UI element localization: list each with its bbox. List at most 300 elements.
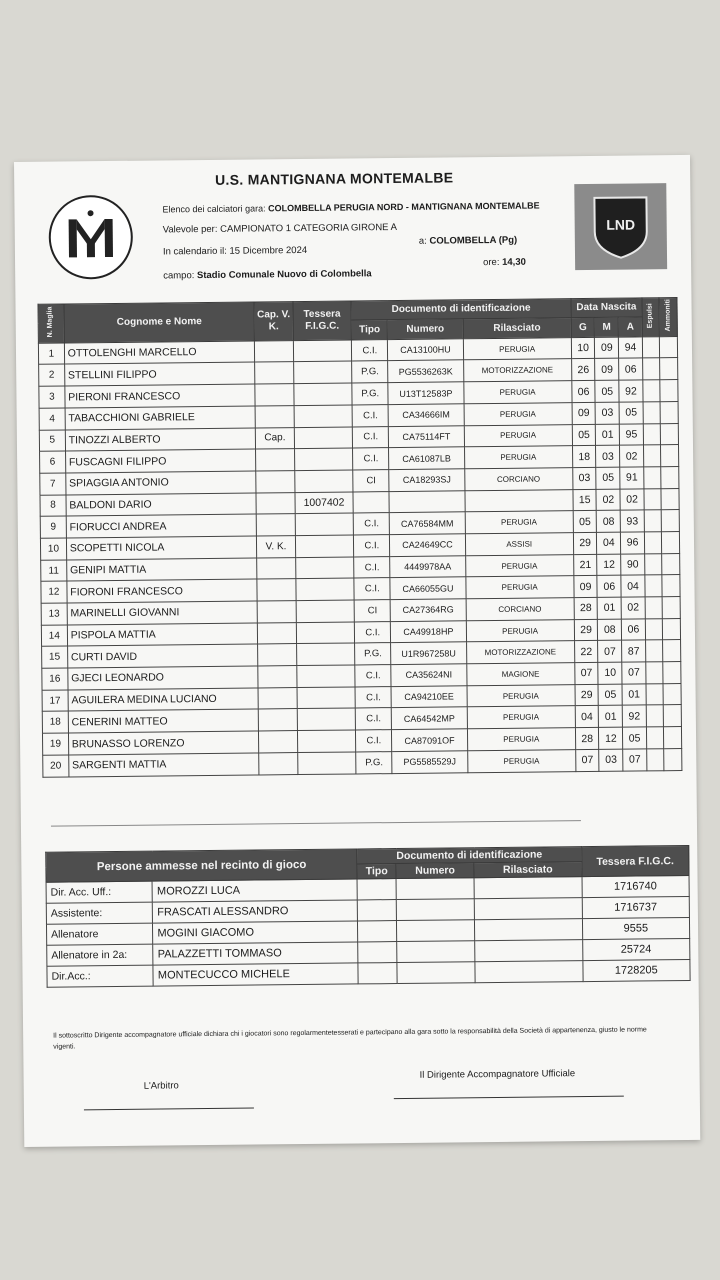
cell-ril: PERUGIA (464, 446, 572, 469)
cell-n: 15 (42, 646, 68, 668)
cell-cap (258, 601, 296, 623)
cell-name: GENIPI MATTIA (66, 558, 257, 582)
cell-tess (295, 535, 354, 557)
col-rilasciato: Rilasciato (463, 318, 571, 339)
cell-ril: MOTORIZZAZIONE (463, 359, 571, 382)
cell-a: 06 (619, 358, 643, 380)
cell-g: 29 (574, 619, 598, 641)
staff-table (45, 845, 690, 988)
cell-m: 03 (596, 445, 620, 467)
lnd-logo (574, 183, 667, 270)
cell-ril: PERUGIA (467, 728, 575, 751)
cell-tess (295, 513, 354, 535)
cell-name: FIORUCCI ANDREA (66, 514, 257, 538)
col-cognome: Cognome e Nome (64, 302, 255, 343)
cell-ril: PERUGIA (464, 424, 572, 447)
cell-espulsi (643, 445, 661, 467)
cell-g: 22 (574, 641, 598, 663)
cell-tipo: P.G. (356, 751, 392, 773)
cell-espulsi (644, 467, 662, 489)
cell-tipo: C.I. (354, 578, 390, 600)
col-documento: Documento di identificazione (351, 299, 571, 321)
cell-espulsi (643, 423, 661, 445)
cell-ril: CORCIANO (466, 598, 574, 621)
cell-ammoniti (663, 618, 681, 640)
cell-name: GJECI LEONARDO (68, 666, 259, 690)
cell-g: 26 (571, 359, 595, 381)
cell-n: 5 (39, 430, 65, 452)
cell-name: MARINELLI GIOVANNI (67, 601, 258, 625)
cell-tipo: C.I. (356, 708, 392, 730)
cell-m: 01 (598, 597, 622, 619)
cell-tipo: C.I. (355, 621, 391, 643)
cell-empty (396, 878, 474, 900)
lnd-logo-text: LND (606, 216, 636, 233)
cell-espulsi (645, 618, 663, 640)
cell-ammoniti (660, 358, 678, 380)
cell-espulsi (644, 510, 662, 532)
cell-tess (293, 361, 352, 383)
cell-cap (257, 579, 295, 601)
cell-espulsi (646, 727, 664, 749)
cell-num: CA66055GU (390, 577, 465, 599)
cell-m: 09 (595, 337, 619, 359)
cell-tess (295, 578, 354, 600)
cell-cap (255, 384, 293, 406)
cell-a: 92 (622, 705, 646, 727)
cell-tipo: C.I. (352, 339, 388, 361)
cell-m: 03 (596, 402, 620, 424)
cell-cap: V. K. (257, 536, 295, 558)
col-espulsi: Espulsi (642, 298, 660, 337)
cell-tess (297, 752, 356, 774)
cell-m: 01 (596, 424, 620, 446)
staff-body (46, 875, 690, 987)
cell-ammoniti (663, 662, 681, 684)
cell-cap (258, 622, 296, 644)
cell-role: Allenatore (46, 923, 153, 945)
cell-n: 19 (42, 733, 68, 755)
cell-tess (296, 665, 355, 687)
lnd-shield-icon (588, 191, 653, 262)
cell-ammoniti (661, 445, 679, 467)
cell-tess (294, 470, 353, 492)
cell-n: 6 (40, 451, 66, 473)
col-tessera: Tessera F.I.G.C. (293, 301, 352, 340)
divider (51, 820, 581, 827)
cell-espulsi (646, 662, 664, 684)
cell-ammoniti (664, 727, 682, 749)
cell-name: CENERINI MATTEO (68, 709, 259, 733)
cell-num: CA18293SJ (389, 469, 464, 491)
cell-a: 94 (619, 337, 643, 359)
cell-tipo: C.I. (355, 665, 391, 687)
cell-m: 03 (599, 749, 623, 771)
cell-a: 07 (622, 662, 646, 684)
cell-empty (358, 921, 397, 942)
cell-tess (297, 730, 356, 752)
cell-ril: PERUGIA (463, 381, 571, 404)
cell-num: CA35624NI (391, 664, 466, 686)
cell-espulsi (644, 532, 662, 554)
cell-g: 10 (571, 337, 595, 359)
cell-tess: 1007402 (295, 492, 354, 514)
cell-a: 91 (620, 467, 644, 489)
cell-num: CA76584MM (390, 512, 465, 534)
cell-cap (259, 752, 297, 774)
cell-num: CA13100HU (388, 339, 463, 361)
cell-g: 04 (575, 706, 599, 728)
cell-tipo: C.I. (354, 535, 390, 557)
cell-cap (258, 644, 296, 666)
cell-tess (296, 622, 355, 644)
cell-name: FUSCAGNI FILIPPO (65, 449, 256, 473)
cell-m: 08 (598, 619, 622, 641)
col-staff-tessera: Tessera F.I.G.C. (581, 845, 689, 876)
cell-empty (397, 920, 475, 942)
cell-tipo: P.G. (355, 643, 391, 665)
cell-tess (295, 557, 354, 579)
cell-tipo: P.G. (352, 383, 388, 405)
col-data-nascita: Data Nascita (571, 298, 642, 318)
cell-a: 92 (619, 380, 643, 402)
cell-g: 07 (575, 749, 599, 771)
cell-ammoniti (660, 401, 678, 423)
cell-espulsi (646, 705, 664, 727)
cell-tipo: C.I. (352, 404, 388, 426)
cell-name: PALAZZETTI TOMMASO (153, 942, 358, 965)
cell-a: 02 (621, 597, 645, 619)
cell-ril: PERUGIA (464, 403, 572, 426)
cell-tess (296, 643, 355, 665)
col-numero: Numero (388, 319, 463, 339)
cell-n: 14 (41, 625, 67, 647)
match-line: Elenco dei calciatori gara: COLOMBELLA PERUGIA NORD - MANTIGNANA MONTEMALBE (162, 200, 540, 215)
cell-tipo: CI (353, 469, 389, 491)
cell-n: 16 (42, 668, 68, 690)
cell-cap (258, 666, 296, 688)
cell-g: 05 (573, 511, 597, 533)
cell-tess: 25724 (582, 938, 690, 960)
cell-tess (294, 405, 353, 427)
cell-a: 02 (620, 445, 644, 467)
dirigente-signature-line (394, 1096, 624, 1099)
cell-g: 05 (572, 424, 596, 446)
cell-g: 28 (574, 597, 598, 619)
cell-name: OTTOLENGHI MARCELLO (64, 341, 255, 365)
cell-tess: 1716740 (582, 875, 690, 897)
cell-empty (397, 941, 475, 963)
cell-name: STELLINI FILIPPO (64, 362, 255, 386)
cell-tess (293, 340, 352, 362)
cell-espulsi (645, 553, 663, 575)
cell-ril (465, 489, 573, 512)
dirigente-label: Il Dirigente Accompagnatore Ufficiale (419, 1068, 576, 1081)
cell-tess: 1728205 (582, 959, 690, 981)
cell-num: CA75114FT (389, 425, 464, 447)
cell-a: 06 (622, 619, 646, 641)
cell-tess (294, 448, 353, 470)
cell-tipo: C.I. (353, 448, 389, 470)
cell-a: 04 (621, 575, 645, 597)
cell-num: PG5585529J (392, 751, 467, 773)
cell-tipo: C.I. (353, 426, 389, 448)
cell-num: CA34666IM (388, 404, 463, 426)
cell-empty (474, 898, 582, 920)
cell-n: 3 (39, 386, 65, 408)
cell-espulsi (645, 597, 663, 619)
col-cap: Cap. V. K. (254, 302, 293, 341)
arbitro-signature-line (84, 1108, 254, 1111)
cell-cap (256, 470, 294, 492)
cell-m: 12 (597, 554, 621, 576)
cell-ril: PERUGIA (465, 511, 573, 534)
cell-ril: PERUGIA (465, 576, 573, 599)
cell-ril: ASSISI (465, 533, 573, 556)
cell-empty (358, 963, 397, 984)
cell-tess (297, 708, 356, 730)
cell-m: 05 (595, 380, 619, 402)
col-n-maglia: N. Maglia (38, 304, 64, 343)
cell-n: 8 (40, 495, 66, 517)
cell-num: U13T12583P (388, 382, 463, 404)
cell-name: PIERONI FRANCESCO (65, 384, 256, 408)
cell-cap: Cap. (256, 427, 294, 449)
cell-espulsi (642, 337, 660, 359)
cell-empty (396, 899, 474, 921)
cell-cap (255, 340, 293, 362)
cell-espulsi (645, 575, 663, 597)
cell-ammoniti (661, 423, 679, 445)
cell-a: 90 (621, 554, 645, 576)
cell-name: MOGINI GIACOMO (153, 921, 358, 944)
cell-g: 28 (575, 728, 599, 750)
cell-empty (358, 942, 397, 963)
cell-g: 18 (572, 446, 596, 468)
cell-espulsi (643, 402, 661, 424)
cell-role: Assistente: (46, 902, 153, 924)
col-m: M (595, 318, 619, 338)
time-line: ore: 14,30 (483, 256, 526, 269)
cell-ammoniti (664, 748, 682, 770)
cell-name: MOROZZI LUCA (152, 879, 357, 902)
cell-empty (358, 900, 397, 921)
cell-n: 17 (42, 690, 68, 712)
cell-num: CA61087LB (389, 447, 464, 469)
cell-role: Dir. Acc. Uff.: (46, 881, 153, 903)
cell-m: 05 (598, 684, 622, 706)
players-body (38, 336, 682, 776)
cell-g: 21 (573, 554, 597, 576)
cell-espulsi (643, 380, 661, 402)
declaration-note: Il sottoscritto Dirigente accompagnatore ufficiale dichiara chi i giocatori sono regolarmentetesserati e partecipano alla gara sotto la responsabilità della Società di appartenenza, giusto le norme vigenti. (53, 1026, 647, 1051)
cell-g: 09 (572, 402, 596, 424)
cell-n: 11 (41, 560, 67, 582)
cell-ril: PERUGIA (467, 706, 575, 729)
club-crest-icon (58, 205, 123, 270)
cell-tess: 9555 (582, 917, 690, 939)
cell-role: Dir.Acc.: (47, 965, 154, 987)
cell-n: 13 (41, 603, 67, 625)
cell-a: 05 (623, 727, 647, 749)
cell-tipo: C.I. (353, 513, 389, 535)
cell-espulsi (642, 358, 660, 380)
cell-num: CA24649CC (390, 534, 465, 556)
cell-ammoniti (663, 683, 681, 705)
col-a: A (618, 317, 642, 337)
cell-a: 87 (622, 640, 646, 662)
col-g: G (571, 318, 595, 338)
cell-ammoniti (661, 466, 679, 488)
cell-ammoniti (660, 380, 678, 402)
cell-tess (297, 687, 356, 709)
cell-a: 07 (623, 749, 647, 771)
cell-ammoniti (662, 553, 680, 575)
cell-cap (259, 731, 297, 753)
cell-n: 9 (40, 516, 66, 538)
cell-num: 4449978AA (390, 555, 465, 577)
cell-n: 2 (39, 364, 65, 386)
cell-name: TABACCHIONI GABRIELE (65, 406, 256, 430)
cell-cap (255, 362, 293, 384)
cell-g: 29 (575, 684, 599, 706)
cell-empty (357, 879, 396, 900)
cell-a: 01 (622, 684, 646, 706)
cell-m: 04 (597, 532, 621, 554)
cell-a: 02 (620, 489, 644, 511)
cell-ammoniti (662, 575, 680, 597)
cell-name: FIORONI FRANCESCO (67, 579, 258, 603)
cell-m: 02 (596, 489, 620, 511)
cell-num: CA94210EE (391, 686, 466, 708)
cell-num: CA49918HP (391, 621, 466, 643)
cell-tess (293, 383, 352, 405)
cell-num (389, 490, 464, 512)
cell-empty (475, 919, 583, 941)
cell-m: 07 (598, 641, 622, 663)
cell-name: CURTI DAVID (67, 644, 258, 668)
cell-ammoniti (662, 597, 680, 619)
cell-ril: MAGIONE (466, 663, 574, 686)
cell-g: 06 (572, 381, 596, 403)
col-persone: Persone ammesse nel recinto di gioco (46, 849, 358, 882)
cell-ril: CORCIANO (464, 468, 572, 491)
cell-num: U1R967258U (391, 642, 466, 664)
cell-n: 12 (41, 581, 67, 603)
cell-empty (475, 940, 583, 962)
cell-m: 08 (597, 510, 621, 532)
cell-g: 15 (573, 489, 597, 511)
cell-name: BRUNASSO LORENZO (68, 731, 259, 755)
cell-espulsi (646, 684, 664, 706)
cell-ammoniti (661, 488, 679, 510)
club-title: U.S. MANTIGNANA MONTEMALBE (214, 169, 454, 188)
col-staff-tipo: Tipo (357, 864, 396, 879)
cell-name: FRASCATI ALESSANDRO (153, 900, 358, 923)
club-logo (48, 195, 133, 280)
cell-tipo: P.G. (352, 361, 388, 383)
cell-tipo: CI (354, 600, 390, 622)
cell-name: SCOPETTI NICOLA (66, 536, 257, 560)
players-table (37, 297, 682, 777)
col-staff-numero: Numero (396, 863, 474, 879)
cell-g: 29 (573, 532, 597, 554)
cell-n: 4 (39, 408, 65, 430)
cell-a: 05 (619, 402, 643, 424)
cell-espulsi (645, 640, 663, 662)
cell-tipo: C.I. (356, 730, 392, 752)
competition-line: Valevole per: CAMPIONATO 1 CATEGORIA GIRONE A (162, 221, 397, 236)
cell-cap (257, 557, 295, 579)
cell-ril: PERUGIA (467, 684, 575, 707)
date-line: In calendario il: 15 Dicembre 2024 (162, 244, 308, 258)
cell-ammoniti (664, 705, 682, 727)
cell-n: 20 (43, 755, 69, 777)
cell-n: 1 (38, 343, 64, 365)
cell-cap (257, 514, 295, 536)
cell-m: 10 (598, 662, 622, 684)
cell-cap (256, 492, 294, 514)
cell-g: 07 (575, 663, 599, 685)
col-ammoniti: Ammoniti (659, 298, 677, 337)
cell-name: PISPOLA MATTIA (67, 623, 258, 647)
cell-role: Allenatore in 2a: (47, 944, 154, 966)
cell-ammoniti (663, 640, 681, 662)
cell-ril: PERUGIA (465, 554, 573, 577)
cell-name: AGUILERA MEDINA LUCIANO (68, 688, 259, 712)
cell-tipo: C.I. (355, 686, 391, 708)
cell-name: BALDONI DARIO (66, 493, 257, 517)
cell-a: 96 (621, 532, 645, 554)
arbitro-label: L'Arbitro (143, 1080, 179, 1092)
cell-g: 09 (574, 576, 598, 598)
roster-sheet (14, 155, 700, 1147)
cell-n: 7 (40, 473, 66, 495)
cell-num: CA64542MP (392, 707, 467, 729)
location-line: a: COLOMBELLA (Pg) (418, 234, 518, 247)
cell-n: 18 (42, 711, 68, 733)
cell-ril: PERUGIA (463, 337, 571, 360)
cell-name: MONTECUCCO MICHELE (153, 963, 358, 986)
col-staff-rilasciato: Rilasciato (474, 862, 582, 878)
cell-tipo: C.I. (354, 556, 390, 578)
cell-ril: PERUGIA (467, 749, 575, 772)
cell-tess: 1716737 (582, 896, 690, 918)
cell-tess (296, 600, 355, 622)
cell-ammoniti (662, 510, 680, 532)
cell-espulsi (644, 488, 662, 510)
cell-ammoniti (662, 532, 680, 554)
cell-empty (397, 962, 475, 984)
cell-name: TINOZZI ALBERTO (65, 428, 256, 452)
cell-name: SARGENTI MATTIA (68, 753, 259, 777)
cell-cap (258, 687, 296, 709)
col-staff-documento: Documento di identificazione (357, 847, 581, 864)
cell-m: 09 (595, 359, 619, 381)
cell-cap (259, 709, 297, 731)
cell-num: PG5536263K (388, 360, 463, 382)
cell-num: CA27364RG (390, 599, 465, 621)
field-line: campo: Stadio Comunale Nuovo di Colombella (163, 268, 372, 282)
cell-g: 03 (573, 467, 597, 489)
cell-n: 10 (40, 538, 66, 560)
cell-cap (256, 449, 294, 471)
cell-espulsi (647, 749, 665, 771)
cell-a: 95 (619, 423, 643, 445)
cell-tess (294, 427, 353, 449)
cell-name: SPIAGGIA ANTONIO (66, 471, 257, 495)
cell-ammoniti (660, 336, 678, 358)
